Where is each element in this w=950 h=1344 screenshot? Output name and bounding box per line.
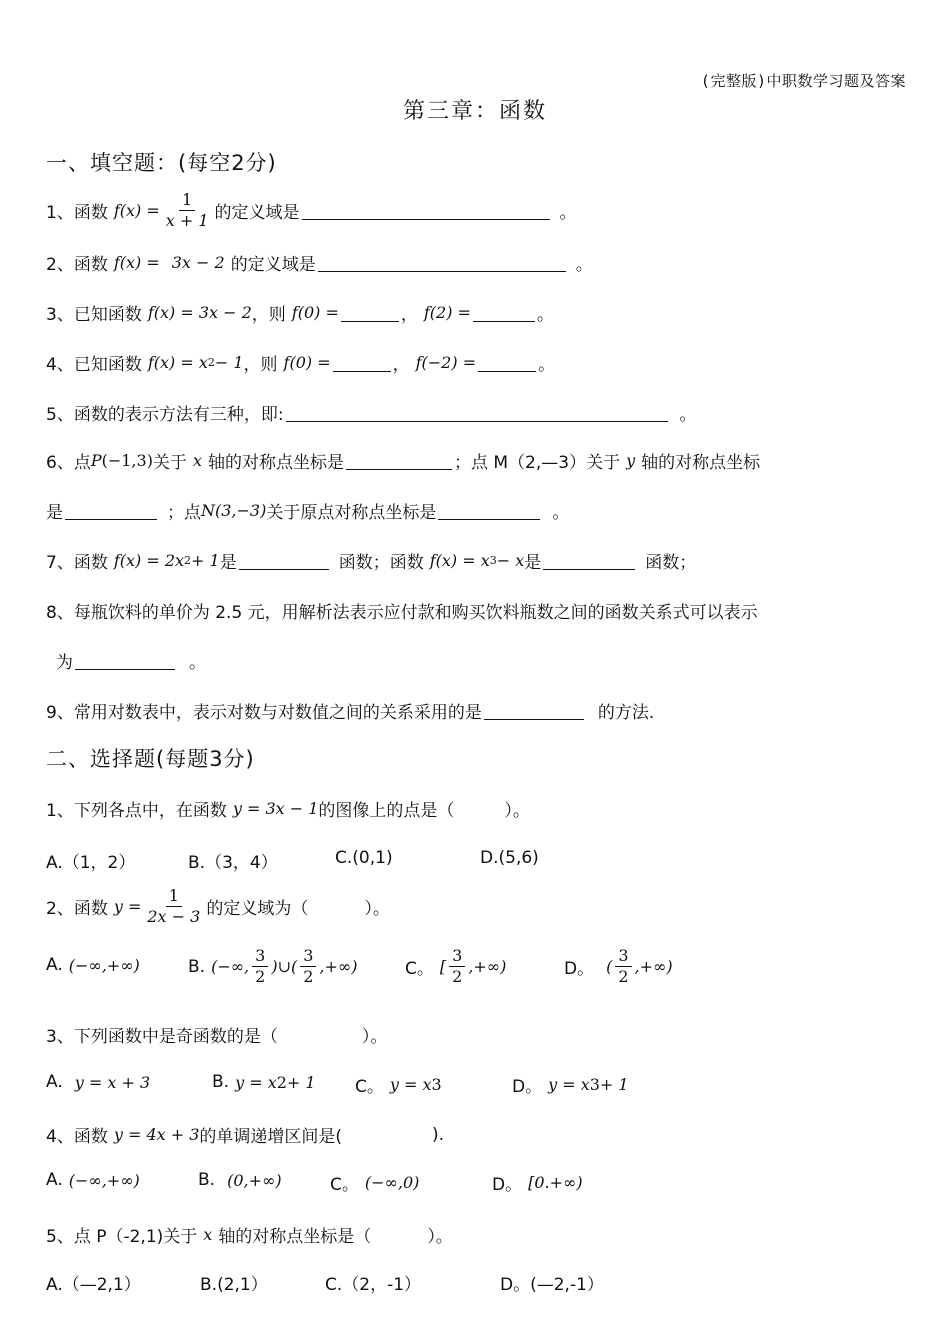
answer-blank[interactable] bbox=[473, 303, 535, 322]
option-a[interactable]: A. (−∞,+∞) bbox=[46, 955, 140, 975]
option-c[interactable]: C.（2，-1） bbox=[325, 1275, 422, 1295]
fill-question-7: 7、函数 f(x) = 2x 2 + 1 是 函数；函数 f(x) = x 3 − x 是 函数； bbox=[46, 551, 697, 573]
answer-blank[interactable] bbox=[438, 501, 540, 520]
answer-blank[interactable] bbox=[484, 701, 584, 720]
option-a[interactable]: A.（1，2） bbox=[46, 853, 136, 873]
fill-question-6-cont: 是 ；点 N(3,−3) 关于原点对称点坐标是 。 bbox=[46, 501, 570, 523]
option-b[interactable]: B.（3，4） bbox=[188, 853, 278, 873]
choice-question-2: 2、函数 y = $\frac{1}{2x - 3}$ 的定义域为（ ）。 bbox=[46, 886, 390, 926]
option-b[interactable]: B.(2,1） bbox=[200, 1275, 268, 1295]
fraction: $\frac{1}{x + 1}$ bbox=[165, 190, 209, 230]
choice-question-5: 5、点 P（-2,1)关于 x 轴的对称点坐标是（ ）。 bbox=[46, 1225, 453, 1247]
option-b[interactable]: B. (0,+∞) bbox=[198, 1170, 282, 1190]
option-d[interactable]: D。 ( $\frac{3}{2}$ ,+∞) bbox=[564, 946, 673, 986]
answer-blank[interactable] bbox=[333, 353, 391, 372]
option-a[interactable]: A.（—2,1） bbox=[46, 1275, 141, 1295]
option-a[interactable]: A. y = x + 3 bbox=[46, 1072, 151, 1092]
fill-question-2: 2、函数 f(x) = 3x − 2 的定义域是 。 bbox=[46, 253, 593, 275]
fraction: $\frac{1}{2x - 3}$ bbox=[147, 886, 201, 926]
answer-blank[interactable] bbox=[239, 551, 329, 570]
fill-question-8: 8、每瓶饮料的单价为 2.5 元，用解析法表示应付款和购买饮料瓶数之间的函数关系式可以表示 bbox=[46, 603, 758, 623]
option-c[interactable]: C。 [ $\frac{3}{2}$ ,+∞) bbox=[405, 946, 507, 986]
section-choice: 二、选择题(每题3分) bbox=[46, 747, 255, 771]
fill-question-8-cont: 为 。 bbox=[56, 653, 206, 673]
fill-question-1: 1、函数 f(x) = $\frac{1}{x + 1}$ 的定义域是 。 bbox=[46, 190, 577, 230]
fill-question-3: 3、已知函数 f(x) = 3x − 2 ，则 f(0) = ， f(2) = 。 bbox=[46, 303, 554, 325]
answer-blank[interactable] bbox=[65, 501, 157, 520]
answer-blank[interactable] bbox=[75, 651, 175, 670]
option-d[interactable]: D。(—2,-1） bbox=[500, 1275, 604, 1295]
answer-blank[interactable] bbox=[302, 201, 550, 220]
answer-blank[interactable] bbox=[346, 451, 452, 470]
option-b[interactable]: B. y = x 2 + 1 bbox=[212, 1072, 316, 1092]
answer-blank[interactable] bbox=[341, 303, 399, 322]
option-d[interactable]: D。 y = x 3 + 1 bbox=[512, 1075, 629, 1097]
answer-blank[interactable] bbox=[478, 353, 536, 372]
page-title: 第三章：函数 bbox=[402, 99, 547, 124]
fill-question-4: 4、已知函数 f(x) = x 2 − 1 ，则 f(0) = ， f(−2) = 。 bbox=[46, 353, 556, 375]
choice-question-1: 1、下列各点中，在函数 y = 3x − 1 的图像上的点是（ ）。 bbox=[46, 799, 530, 821]
option-d[interactable]: D。 [0.+∞) bbox=[492, 1173, 583, 1195]
option-d[interactable]: D.(5,6) bbox=[480, 848, 539, 868]
document-header: (完整版)中职数学习题及答案 bbox=[700, 72, 906, 90]
option-c[interactable]: C。 (−∞,0) bbox=[330, 1173, 420, 1195]
answer-blank[interactable] bbox=[286, 403, 668, 422]
option-a[interactable]: A. (−∞,+∞) bbox=[46, 1170, 140, 1190]
answer-blank[interactable] bbox=[318, 253, 566, 272]
fill-question-9: 9、常用对数表中，表示对数与对数值之间的关系采用的是 的方法. bbox=[46, 703, 655, 723]
fill-question-5: 5、函数的表示方法有三种，即: 。 bbox=[46, 405, 697, 425]
choice-question-3: 3、下列函数中是奇函数的是（ ）。 bbox=[46, 1027, 388, 1047]
answer-blank[interactable] bbox=[543, 551, 635, 570]
option-c[interactable]: C。 y = x 3 bbox=[355, 1075, 442, 1097]
choice-question-4: 4、函数 y = 4x + 3 的单调递增区间是( ). bbox=[46, 1124, 445, 1147]
option-c[interactable]: C.(0,1) bbox=[335, 848, 393, 868]
fill-question-6: 6、点 P (−1,3) 关于 x 轴的对称点坐标是 ；点 M（2,—3）关于 y 轴的对称点坐标 bbox=[46, 451, 761, 473]
section-fill-in: 一、填空题：(每空2分) bbox=[46, 151, 277, 175]
option-b[interactable]: B. (−∞, $\frac{3}{2}$ )∪( $\frac{3}{2}$ ,+∞) bbox=[188, 946, 358, 986]
